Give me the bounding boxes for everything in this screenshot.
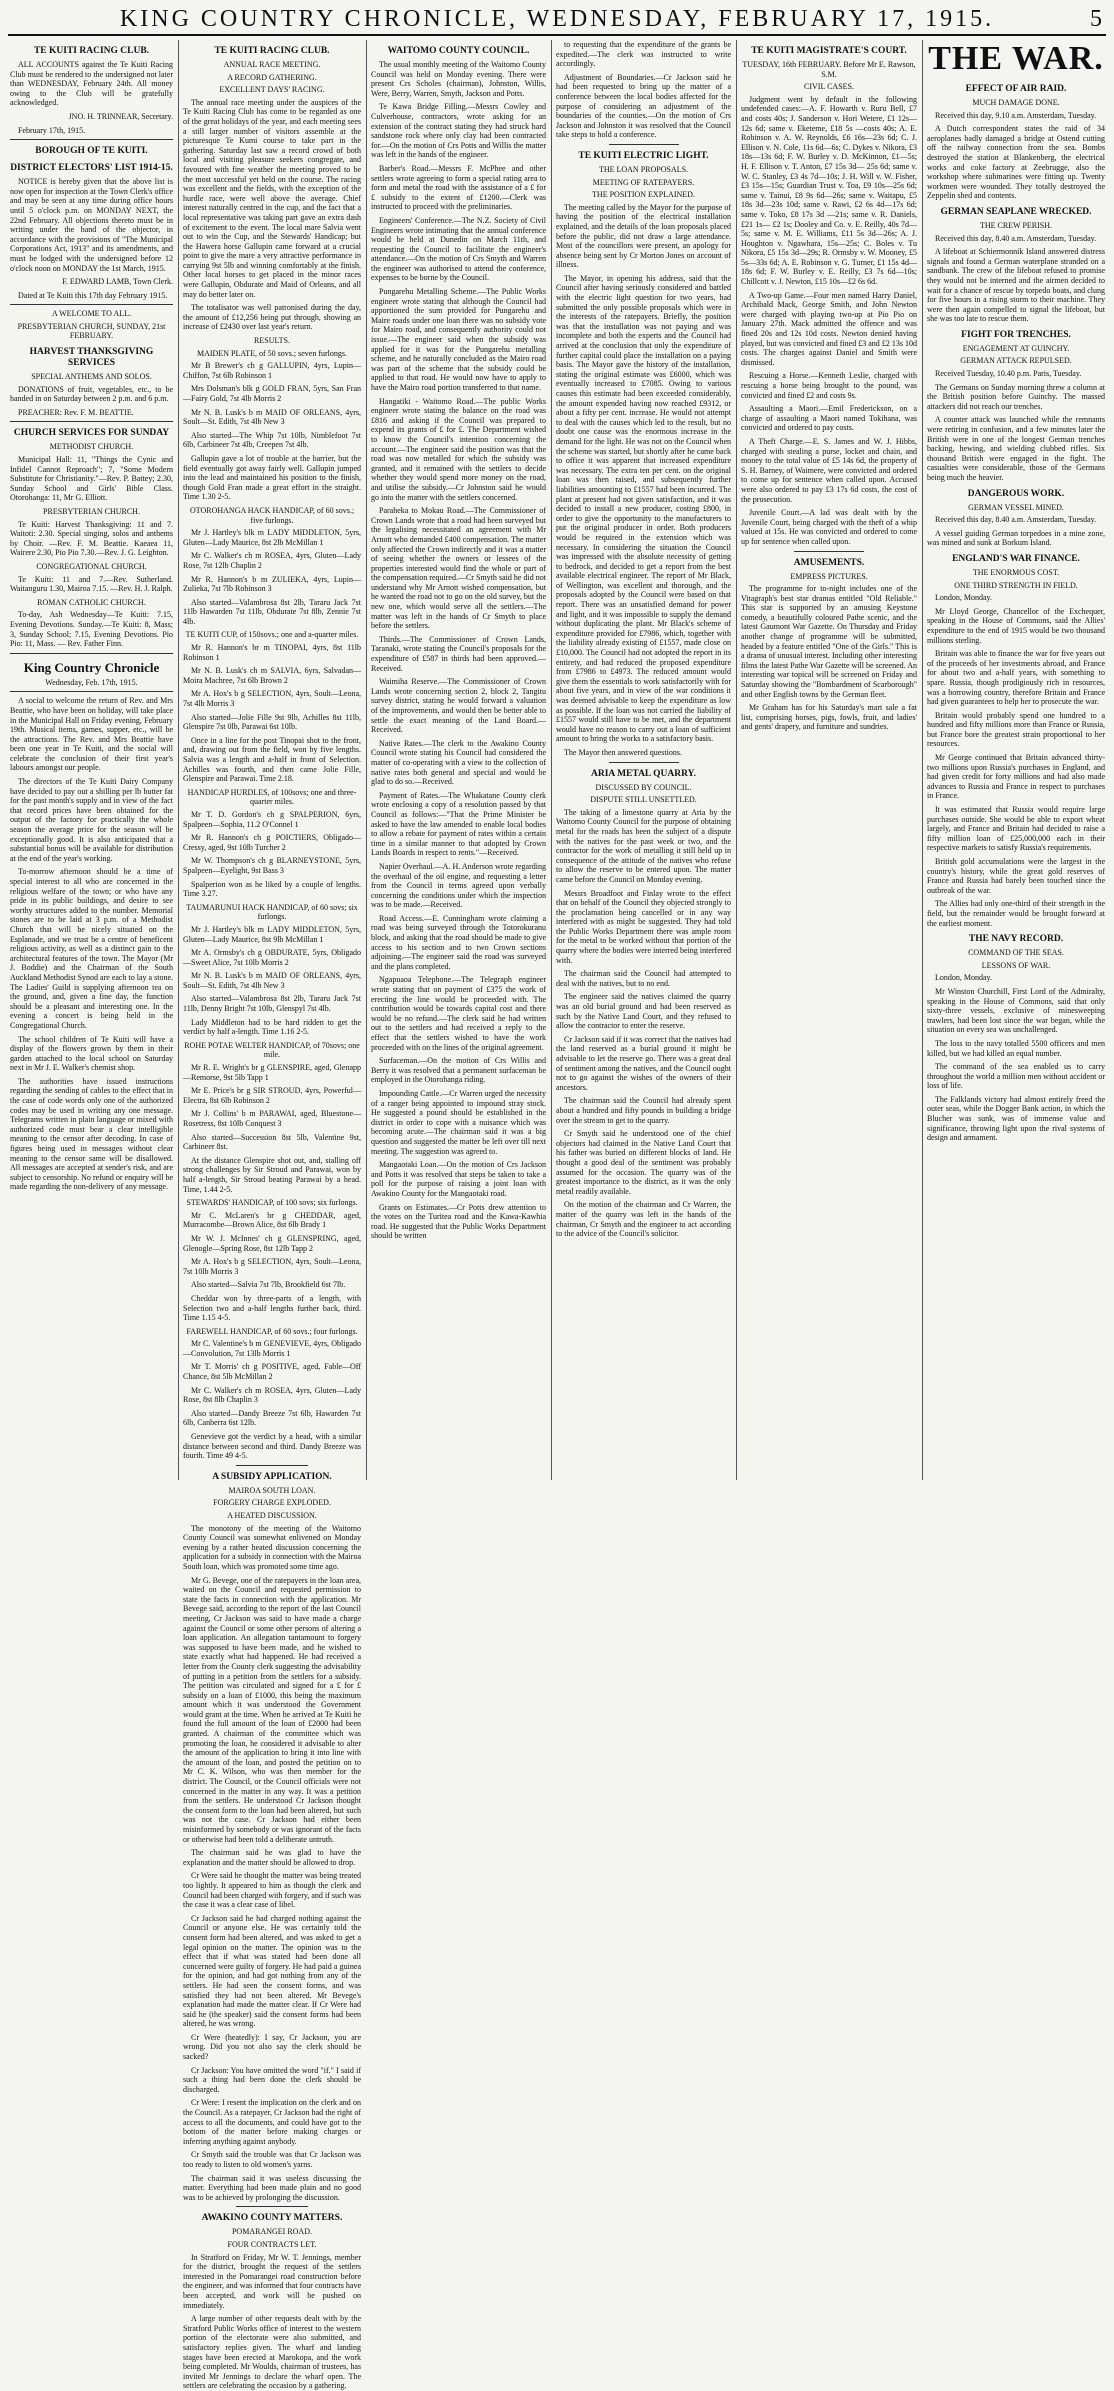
subsidy-paragraph: Cr Were (heatedly): I say, Cr Jackson, you are wrong. Did you not also say the clerk should be sacked? [183,2032,361,2062]
divider [609,144,679,145]
racing-club-date: February 17th, 1915. [18,125,86,135]
war-paragraph: Britain would probably spend one hundred to a hundred and fifty millions more than France or Russia, but France bore the greatest strain proportional to her resources. [927,710,1105,749]
electric-light-subhead: THE LOAN PROPOSALS. [598,164,689,174]
methodist-heading: METHODIST CHURCH. [49,442,134,452]
column-rule [551,40,552,1480]
council-paragraph: Engineers' Conference.—The N.Z. Society of Civil Engineers wrote intimating that the annual conference would be held at Dunedin on March 11th, and requesting the Council to facilitate the engineer's attendance.—On the motion of Crs Smyth and Warren the engineer was authorised to attend the conference, expenses to be borne by the Council. [371,215,546,283]
council-paragraph: Hangatiki - Waitomo Road.—The public Works engineer wrote stating the balance on the road was £816 and asking if the Council was prepared to expend its grants of £ for £. The Department wished to know the Council's intention concerning the account.—The engineer said the position was that the road was now metalled for which the subsidy was granted, and it remained with the settlers to decide whether they would spend more money on the road, and utilise the subsidy.—Cr Johnston said he would go into the matter with the settlers concerned. [371,396,546,502]
methodist-services: Municipal Hall: 11, "Things the Cynic and Infidel Cannot Reproach"; 7, "Some Modern Substitute for Christianity."—Rev. P. Battey; 2.30, Sunday School and Girls' Bible Class. Otorohanga: 11, Mr G. Elliott. [10,455,173,503]
race-result: Mrs Dolsman's blk g GOLD FRAN, 5yrs, San Fran—Fairy Gold, 7st 4lb Morris 2 [183,384,361,403]
war-subhead: MUCH DAMAGE DONE. [972,98,1060,107]
dairy-article: The directors of the Te Kuiti Dairy Company have decided to pay out a shilling per lb butter fat for the past month's supply and in view of the fact that record prices have been obtained for the output of the factory for practically the whole season the average price for the season will be exceptionally good. It is also anticipated that a substantial bonus will be available for distribution at the end of the year's working. [10,777,173,863]
race-result: Once in a line for the post Tinopai shot to the front, and, drawing out from the field, won by five lengths. Salvia was a length and a-half in front of Selection. Achilles was fourth, and then came Jolie Fille, Glenspire and Parawai. Time 2.18. [183,735,361,784]
subsidy-subhead: A HEATED DISCUSSION. [227,1511,317,1520]
council-paragraph: Surfaceman.—On the motion of Crs Willis and Berry it was resolved that a permanent surfaceman be employed in the Otorohanga riding. [371,1056,546,1085]
aria-quarry-paragraph: The chairman said the Council had attempted to deal with the natives, but to no end. [556,969,731,988]
subsidy-paragraph: The monotony of the meeting of the Waitomo County Council was somewhat enlivened on Monday evening by a rather heated discussion concerning the application for a subsidy in connection with the Mairoa South loan, which was promoted some time ago. [183,1523,361,1571]
war-subhead: GERMAN ATTACK REPULSED. [960,356,1072,366]
council-paragraph: Te Kawa Bridge Filling.—Messrs Cowley and Culverhouse, contractors, wrote asking for an extension of the contract stating they had struck hard sandstone rock where only clay had been contracted for.—On the motion of Crs Potts and Willis the matter was left in the hands of the engineer. [371,102,546,160]
race-result: Cheddar won by three-parts of a length, with Selection two and a-half lengths further back, third. Time 1.15 4-5. [183,1293,361,1323]
race-result: Mr R. E. Wright's br g GLENSPIRE, aged, Glenapp—Remorse, 9st 5lb Tapp 1 [183,1063,361,1082]
aria-quarry-subhead: DISPUTE STILL UNSETTLED. [590,795,697,805]
race-result: Spalperion won as he liked by a couple of lengths. Time 3.27. [183,879,361,899]
council-paragraph: Thirds.—The Commissioner of Crown Lands, Taranaki, wrote stating the Council's proposals for the expenditure of £587 in thirds had been approved.—Received. [371,634,546,673]
results-heading: RESULTS. [254,336,290,346]
aria-quarry-paragraph: The taking of a limestone quarry at Aria by the Waitomo County Council for the purpose of obtaining metal for the roads has been the subject of a dispute with the natives for the past week or two, and the contractor for the work of metalling it still held up in consequence of the attitude of the natives who refuse to allow the reserve to be entered upon. The matter came before the Council on Monday evening. [556,807,731,884]
subsidy-paragraph: Cr Were said he thought the matter was being treated too lightly. It appeared to him as though the clerk and Council had been charged with forgery, and if such was the case it was a clear case of libel. [183,1871,361,1910]
harvest-heading: HARVEST THANKSGIVING SERVICES [29,347,154,369]
race-title: ROHE POTAE WELTER HANDICAP, of 70sovs; one mile. [184,1040,360,1060]
race-result: Mr R. Hannon's br m TINOPAI, 4yrs, 8st 11lb Robinson 1 [183,643,361,662]
war-dateline: Received this day, 8.40 a.m. Amsterdam, Tuesday. [935,233,1097,243]
racing-club-signature: JNO. H. TRINNEAR, Secretary. [68,111,173,121]
race-title: HANDICAP HURDLES, of 100sovs; one and three-quarter miles. [187,787,357,807]
race-result: Also started—Jolie Fille 9st 9lb, Achilles 8st 11lb, Glenspire 7st 0lb, Parawai 6st 10lb. [183,712,361,732]
war-paragraph: A lifeboat at Schiermonnik Island answered distress signals and found a German waterplane stranded on a sandbank. The crew of the lifeboat refused to promise they would not be interned and the airmen decided to wait for a chance of rescue by torpedo boats, and clung for five hours in a rising storm to their machine. They were then again compelled to signal the lifeboat, but she was too late to rescue them. [927,247,1105,324]
divider [236,1465,307,1466]
electric-light-paragraph: The Mayor, in opening his address, said that the Council after having seriously considered and battled with the electric light question for two years, had submitted the only possible proposals which were in the interests of the ratepayers. Briefly, the position was that the installation was not paying and was incomplete and both the experts and the Council had arrived at the conclusion that only the expenditure of further capital could place the installation on a paying basis. The Mayor gave the history of the installation, stating the original estimate was £6000, which was eventually increased to £7085. Owing to various causes this estimate had been exceeded considerably, the amount expended having now reached £9312, or about a fifty per cent. increase. He would not attempt to deal with the causes which led to the result, but no doubt one cause was the enormous increase in the demand for the light. He was not on the Council when the scheme was started, but shortly after he came back to office it was apparent that increased expenditure was necessary. The extra ten per cent. on the original loan was then raised, and subsequently further liabilities amounting to £1557 had been incurred. The plant at present had not given satisfaction, and it was decided to install a new producer, costing £800, in order to give the opportunity to the manufacturers to put the original producer in order. Both producers would be required in the extension which was necessary. In considering the situation the Council was impressed with the absolute necessity of getting to bedrock, and decided to get a report from the best available electrical engineer. The report of Mr Black, of Wellington, was excellent and thorough, and the proposals adopted by the Council were based on that report. There was an unsatisfied demand for power and light, and it was impossible to supply the demand without duplicating the plant. Mr Black's scheme of expenditure provided for £7986, which, together with the liability already existing of £1557, made close on £10,000. The Council had not adopted the report in its entirety, and had reduced the proposed expenditure from £7986 to £4973. The reduced amount would give them the essentials to work satisfactorily with for about five years, and in view of the war conditions it was deemed advisable to keep the expenditure as low as possible. If the loan was not carried the liability of £1557 would still have to be met, and the department would have no reason to carry out a loan of sufficient amount to bring the works to a satisfactory basis. [556,273,731,744]
race-result: Mr C. McLaren's br g CHEDDAR, aged, Murracombe—Brown Alice, 8st 6lb Brady 1 [183,1210,361,1230]
race-result: Gallupin gave a lot of trouble at the barrier, but the field eventually got away fairly well. Gallupin jumped into the lead and maintained his position to the finish, though Gold Fran made a great effort in the straight. Time 1.30 2-5. [183,453,361,502]
race-result: Mr E. Price's br g SIR STROUD, 4yrs, Powerful—Electra, 8st 6lb Robinson 2 [183,1086,361,1105]
subsidy-paragraph: The chairman said it was useless discussing the matter. Everything had been made plain and no good was to be achieved by prolonging the discussion. [183,2173,361,2202]
council-paragraph: Barber's Road.—Messrs F. McPhee and other settlers wrote agreeing to form a special rating area to form and metal the road with the assistance of a £ for £ subsidy to the extent of £1200.—Clerk was instructed to proceed with the preliminaries. [371,163,546,212]
subsidy-subhead: FORGERY CHARGE EXPLODED. [213,1498,331,1508]
magistrate-court-date: TUESDAY, 16th FEBRUARY. Before Mr E. Rawson, S.M. [742,60,916,79]
aria-quarry-paragraph: The engineer said the natives claimed the quarry was an old burial ground and had been reserved as such by the Native Land Court, and they refused to allow the contractor to enter the reserve. [556,992,731,1031]
subsidy-paragraph: Cr Were: I resent the implication on the clerk and on the Council. As a ratepayer, Cr Jackson had the right of access to all the documents, and could have got to the bottom of the matter before making charges or inferring anything against anybody. [183,2098,361,2146]
masthead [8,4,1106,36]
subsidy-heading: A SUBSIDY APPLICATION. [212,1471,332,1482]
war-paragraph: The loss to the navy totalled 5500 officers and men killed, but we had killed an equal number. [927,1038,1105,1058]
electric-light-paragraph: The meeting called by the Mayor for the purpose of having the position of the electrical installation explained, and the details of the loan proposals placed before the public, did not draw a large attendance. Most of the councillors were present, an apology for absence being sent by Cr Morton Jones on account of illness. [556,202,731,270]
county-council-heading: WAITOMO COUNTY COUNCIL. [387,46,530,56]
aria-quarry-paragraph: Messrs Broadfoot and Finlay wrote to the effect that on behalf of the Council they objected strongly to the proclamation being cancelled or in any way interfered with as might be suggested. They had told the Public Works Department there was ample room for the metal to be worked without that portion of the quarry where the bodies were interred being interfered with. [556,888,731,965]
column-rule [366,40,367,1480]
war-title: THE WAR. [928,40,1104,77]
council-paragraph: Paraheka to Mokau Road.—The Commissioner of Crown Lands wrote that a road had been surveyed but the legalising necessitated an agreement with Mr Arnott who demanded £400 compensation. The matter only affected the Crown indirectly and it was a matter of seeing whether the owners or lessees of the properties interested would find the whole or part of the compensation required.—Cr Smyth said he did not understand why Mr Arnott wished compensation, but he wanted the road not to go on the old survey, but the new one, which would serve all the settlers.—The matter was left in the hands of Cr Smyth to place before the settlers. [371,506,546,631]
presbyterian-heading: PRESBYTERIAN CHURCH, SUNDAY, 21st FEBRUARY. [17,321,166,341]
aria-quarry-paragraph: The chairman said the Council had already spent about a hundred and fifty pounds in building a bridge over the stream to get to the quarry. [556,1096,731,1125]
council-paragraph: Adjustment of Boundaries.—Cr Jackson said he had been requested to bring up the matter of a conference between the local bodies affected for the purpose of considering an adjustment of the boundaries of the counties.—On the motion of Crs Jackson and Johnston it was resolved that the Council take steps to hold a conference. [556,72,731,140]
race-result: Also started—Succession 8st 5lb, Valentine 9st, Carbineer 8st. [183,1132,361,1152]
race-result: Mr R. Hannon's b m ZULIEKA, 4yrs, Lupin—Zulieka, 7st 7lb Robinson 3 [183,574,361,594]
war-heading: ENGLAND'S WAR FINANCE. [952,553,1080,564]
court-paragraph: Rescuing a Horse.—Kenneth Leslie, charged with rescuing a horse being brought to the pound, was convicted and fined £2 and costs 9s. [741,371,917,400]
race-result: Also started—The Whip 7st 10lb, Nimblefoot 7st 6lb, Carbineer 7st 4lb, Creepen 7st 4lb. [183,430,361,450]
aria-quarry-heading: ARIA METAL QUARRY. [591,768,696,779]
race-title: FAREWELL HANDICAP, of 60 sovs.; four furlongs. [186,1326,358,1336]
donations-notice: DONATIONS of fruit, vegetables, etc., to be handed in on Saturday between 2 p.m. and 6 p.m. [10,384,173,404]
racing-paragraph: The totalisator was well patronised during the day, the amount of £12,256 being put through, showing an increase of £2430 over last year's return. [183,303,361,332]
church-services-heading: CHURCH SERVICES FOR SUNDAY [13,428,170,439]
war-heading: EFFECT OF AIR RAID. [965,84,1067,94]
war-paragraph: Britain was able to finance the war for five years out of the proceeds of her investments abroad, and France for about two and a-half years, with something to spare. Russia, though prodigiously rich in resources, was a borrowing country, therefore Britain and France had given guarantees to help her to prosecute the war. [927,649,1105,707]
race-result: Mr T. D. Gordon's ch g SPALPERION, 6yrs, Spalpeen—Sophia, 11.2 O'Connel 1 [183,809,361,829]
war-paragraph: Mr Winston Churchill, First Lord of the Admiralty, speaking in the House of Commons, said that only sixty-three vessels, exclusive of minesweeping trawlers, had been lost since the war began, while the situation on every sea was unchallenged. [927,986,1105,1035]
war-subhead: ENGAGEMENT AT GUINCHY. [962,343,1070,353]
electors-date: Dated at Te Kuiti this 17th day February 1915. [18,290,168,300]
race-result: Also started—Valambrosa 8st 2lb, Tararu Jack 7st 11lb, Denny Bright 7st 10lb, Glenspyl 7st 4lb. [183,994,361,1014]
column-rule [736,40,737,1480]
column-rule [922,40,923,1480]
electric-light-paragraph: The Mayor then answered questions. [564,747,682,757]
race-title: MAIDEN PLATE, of 50 sovs.; seven furlongs. [197,348,347,358]
divider [10,653,173,654]
race-result: Mr W. J. McInnes' ch g GLENSPRING, aged, Glenogle—Spring Rose, 8st 12lb Tapp 2 [183,1233,361,1253]
race-result: Also started—Valambrosa 8st 2lb, Tararu Jack 7st 11lb Hawarden 7st 11lb, Obdurate 7st 8lb, Zennie 7st 4lb. [183,597,361,626]
court-paragraph: Juvenile Court.—A lad was dealt with by the Juvenile Court, being charged with the theft of a whip valued at 15s. He was convicted and ordered to come up for sentence when called upon. [741,508,917,546]
electors-list-heading: DISTRICT ELECTORS' LIST 1914-15. [10,163,173,174]
awakino-subhead: POMARANGEI ROAD. [231,2227,312,2237]
censor-article: The authorities have issued instructions regarding the sending of cables to the effect that in the case of code words only one of the authorized codes may be used in writing any one message. Telegrams written in plain language or mixed with authorized code must bear a clear intelligible meaning to the censor after decoding. In case of figures being used in messages without clear meaning to the censor same will be disallowed. All messages are accepted at sender's risk, and are subject to censorship. No refund or enquiry will be made regarding the non-delivery of any message. [10,1076,173,1192]
divider [236,2206,307,2207]
council-paragraph: Payment of Rates.—The Whakatane County clerk wrote enclosing a copy of a resolution passed by that Council as follows:—"That the Prime Minister be asked to have the law amended to enable local bodies to allow a rebate for payment of rates within a certain time in a similar manner to that adopted by Crown Lands Boards in respect to rents."—Received. [371,790,546,858]
racing-report-subhead: A RECORD GATHERING. [227,72,317,82]
racing-paragraph: The annual race meeting under the auspices of the Te Kuiti Racing Club has come to be regarded as one of the great holidays of the year, and each meeting sees a still larger number of visitors assemble at the picturesque Te Kumi course to take part in the gathering. Saturday last saw a record crowd of both local and visiting pleasure seekers congregate, and favoured with fine weather the meeting proved to be the most successful yet held on the course. The racing was excellent and the fields, with the exception of the hurdle race, were well above the average. Chief interest naturally centred in the cup, and the fact that a local representative was taking part gave an extra dash of excitement to the event. The local mare Salvia went out to win the Cup, and the Stewards' Handicap; but the Hawera horse Gallupin came forward at a crucial point to give the mare a very attractive performance in carrying 9st 5lb and winning comfortably at the finish. Other local horses to get placed in the minor races were Gallupin, Obdurate and Maid of Orleans, and all may do better later on. [183,97,361,299]
aria-quarry-subhead: DISCUSSED BY COUNCIL. [595,782,692,792]
awakino-paragraph: In Stratford on Friday, Mr W. T. Jennings, member for the district, brought the request of the settlers interested in the Pomarangei road construction before the engineer, and was informed that four contracts have been accepted, and work will be pushed on immediately. [183,2252,361,2310]
race-result: Lady Middleton had to be hard ridden to get the verdict by half a-length. Time 1.16 2-5. [183,1017,361,1037]
council-paragraph: Grants on Estimates.—Cr Potts drew attention to the votes on the Turitea road and the Kawa-Kawhia road. He suggested that the Public Works Department should be written [371,1202,546,1241]
race-result: Mr A. Hox's b g SELECTION, 4yrs, Soult—Leona, 7st 4lb Morris 3 [183,689,361,709]
column-3 [371,40,546,1480]
congregational-services: Te Kuiti: 11 and 7.—Rev. Sutherland. Waitanguru 1.30, Mairoa 7.15. —Rev. H. J. Ralph. [10,574,173,594]
electric-light-subhead: THE POSITION EXPLAINED. [592,190,695,200]
borough-heading: BOROUGH OF TE KUITI. [35,146,148,157]
war-subhead: THE CREW PERISH. [979,220,1053,230]
presbyterian-services: Te Kuiti: Harvest Thanksgiving: 11 and 7. Waitoti: 2.30. Special singing, solos and anthems by Choir. —Rev. F. M. Beattie. Kaeaea 11, Wairere 2.30, Pio Pio 7.30.—Rev. J. G. Leighton. [10,519,173,558]
awakino-subhead: FOUR CONTRACTS LET. [227,2239,317,2249]
race-result: Also started—Dandy Breeze 7st 6lb, Hawarden 7st 6lb, Canberra 6st 12lb. [183,1408,361,1428]
race-result: Mr C. Walker's ch m ROSEA, 4yrs, Gluten—Lady Rose, 8st 8lb Chaplin 3 [183,1385,361,1405]
aria-quarry-paragraph: Cr Smyth said he understood one of the chief objectors had claimed in the Native Land Court that his father was buried on different blocks of land. He thought a good deal of the sentiment was probably assumed for the occasion. The quarry was of the greatest importance to the district, as it was the only metal readily available. [556,1129,731,1196]
divider [794,551,864,552]
race-result: Mr J. Collins' b m PARAWAI, aged, Bluestone—Rosetress, 8st 10lb Conquest 3 [183,1109,361,1128]
council-paragraph: to requesting that the expenditure of the grants be expedited.—The clerk was instructed to write accordingly. [556,40,731,69]
divider [609,762,679,763]
war-paragraph: The command of the sea enabled us to carry throughout the world a million men without accident or loss of life. [927,1062,1105,1091]
anthems-line: SPECIAL ANTHEMS AND SOLOS. [31,372,152,382]
race-result: Mr N. B. Lusk's ch m SALVIA, 6yrs, Salvadan—Moira Machree, 7st 6lb Brown 2 [183,666,361,685]
aria-quarry-paragraph: Cr Jackson said if it was correct that the natives had the land reserved as a burial ground it might be advisable to let the reserve go. There was a great deal of sentiment among the natives, and the Council ought not to go against the wishes of the owners of their ancestors. [556,1034,731,1092]
preacher-line: PREACHER: Rev. F. M. BEATTIE. [18,407,134,417]
congregational-heading: CONGREGATIONAL CHURCH. [36,561,147,571]
war-paragraph: Mr Lloyd George, Chancellor of the Exchequer, speaking in the House of Commons, said the Allies' expenditure to the end of 1915 would be two thousand millions sterling. [927,606,1105,645]
war-dateline: London, Monday. [935,973,993,983]
race-result: Mr J. Hartley's blk m LADY MIDDLETON, 5yrs, Gluten—Lady Maurice, 8st 9lb McMillan 1 [183,924,361,944]
race-result: Mr N. B. Lusk's b m MAID OF ORLEANS, 4yrs, Soult—St. Edith, 7st 4lb New 3 [183,971,361,990]
column-6 [927,40,1105,1480]
war-heading: FIGHT FOR TRENCHES. [961,329,1071,340]
subsidy-paragraph: The chairman said he was glad to have the explanation and the matter should be allowed to drop. [183,1848,361,1867]
column-rule [178,40,179,1480]
war-dateline: Received this day, 9.10 a.m. Amsterdam, Tuesday. [935,110,1097,120]
war-subhead: COMMAND OF THE SEAS. [968,948,1064,958]
race-result: Mr C. Walker's ch m ROSEA, 4yrs, Gluten—Lady Rose, 7st 12lb Chaplin 2 [183,551,361,570]
court-paragraph: Assaulting a Maori.—Emil Frederickson, on a charge of assaulting a Maori named Tokihana, was convicted and ordered to pay costs. [741,404,917,433]
methodist-stones-article: To-morrow afternoon should be a time of special interest to all who are concerned in the religious welfare of the town; or who have any pride in its public buildings, and desire to see worthy structures added to the number. Memorial stones are to be laid at 3 p.m. of a Methodist Church that will be nicely situated on the Esplanade, and we trust be a centre of beneficent religious activity, as well as a distinct gain to the architectural features of the town. The Mayor (Mr J. Boddie) and the Chairman of the South Auckland Methodist Synod are each to lay a stone. The Ladies' Guild is supplying afternoon tea on the ground, and, given a fine day, the function should be a pleasant and interesting one. In the evening a concert is being held in the Congregational Church. [10,867,173,1030]
amusements-subhead: EMPRESS PICTURES. [790,571,868,581]
race-result: Genevieve got the verdict by a head, with a similar distance between second and third. Dandy Breeze was fourth. Time 49 4-5. [183,1432,361,1461]
war-dateline: London, Monday. [935,593,993,603]
racing-club-notice-heading: TE KUITI RACING CLUB. [33,46,150,56]
electric-light-subhead: MEETING OF RATEPAYERS. [592,177,695,187]
column-4 [556,40,731,1480]
war-paragraph: The Germans on Sunday morning threw a column at the British position before Guinchy. The massed attackers did not reach our trenches. [927,382,1105,411]
divider [10,691,173,692]
war-subhead: ONE THIRD STRENGTH IN FIELD. [954,580,1078,590]
subsidy-paragraph: Mr G. Bevege, one of the ratepayers in the loan area, waited on the Council and requested permission to state the facts in connection with the application. Mr Bevege said, according to the report of the last Council meeting, Cr Jackson was said to have made a charge against the Council or some other persons of altering a loan application. An allegation tantamount to forgery was supposed to have been made, and he wished to state exactly what had happened. He had received a letter from the County clerk suggesting the advisability of putting in a petition from the settlers for a subsidy. The petition was circulated and signed for a £ for £ subsidy on a loan of £1000, this being the maximum amount which it was understood the Government would grant at the time. When he arrived at Te Kuiti he found the full amount of the loan of £2000 had been granted. A chairman of the committee which was promoting the loan, he considered it advisable to alter the amount of the application to bring it into line with the amount of the loan, and posted the petition on to Mr C. K. Wilson, who was then member for the district. The Council, or the Council officials were not concerned in the matter in any way. It was a petition from the settlers. He understood Cr Jackson thought the consent form to the loan had been altered, but such was not the case. Cr Jackson had either been misinformed by somebody or was ignorant of the facts or otherwise had been told a deliberate untruth. [183,1575,361,1844]
race-title: STEWARDS' HANDICAP, of 100 sovs; six furlongs. [186,1198,358,1208]
race-result: Mr W. Thompson's ch g BLARNEYSTONE, 5yrs, Spalpeen—Eyelight, 9st Bass 3 [183,856,361,875]
council-paragraph: Napier Overhaul.—A. H. Anderson wrote regarding the overhaul of the oil engine, and requesting a letter from the Council in terms agreed upon verbally concerning the conditions under which the inspection was to be made.—Received. [371,861,546,910]
war-subhead: LESSONS OF WAR. [981,960,1051,970]
war-paragraph: A Dutch correspondent states the raid of 34 aeroplanes badly damaged a bridge at Ostend cutting off the railway connection from the sea. Bombs destroyed the station at Blankenberg, the electrical works and coke factory at Zeebrugge, also the workshop where submarines were fitting up. Twenty workmen were wounded. They totally destroyed the Zeppelin shed and contents. [927,124,1105,201]
welcome-heading: A WELCOME TO ALL. [51,309,132,319]
court-paragraph: Judgment went by default in the following undefended cases:—A. F. Howarth v. Ruru Bell, £7 and costs 40s; J. Sanderson v. Hori Wetere, £1 12s—12s 6d; same v. Eketeme, £18 5s —costs 40s; A. E. Robinson v. A. W. Reynolds, £6 16s—23s 6d; C. J. Ellison v. N. Cole, 11s 6d—6s; C. Dykes v. Nikora, £3 18s—13s 6d; F. W. Burley v. D. McKinnon, £1—5s; H. F. Ellison v. T. Anton, £7 15s 3d— 25s 6d; same v. W. C. Stanley, £3 4s 7d—10s; J. H. Will v. W. Fisher, £3 15s—15s; Guardian Trust v. Toa, £9 10s—25s 6d; same v. Tainui, £8 9s 6d—26s; same v. Waitapu, £5 18s 3d—23s 10d; same v. Rawi, £2 6s 4d—17s 6d; same v. Toko, £8 17s 3d —21s; same v. R. Daniels, £21 1s— £2 1s; Dooley and Co. v. E. Reilly, 40s 7d—5s; same v. M. E. Williams, £11 5s 3d—26s; A. J. Houghton v. Ngawhara, 15s—25s; C. Boles v. Tu Nikora, £5 15s 3d—29s; R. Ormsby v. W. Mooney, £5 5s—33s 6d; A. E. Robinson v. G. Turner, £1 15s 4d— 18s 6d; F. W. Burley v. E. Reilly, £3 7s 6d—10s; Chillcott v. J. Newton, £15 10s—£2 6s 6d. [741,94,917,287]
council-paragraph: The usual monthly meeting of the Waitomo County Council was held on Monday evening. There were present Crs Scholes (chairman), Johnston, Willis, Were, Berry, Warren, Smyth, Jackson and Potts. [371,60,546,98]
race-result: Mr T. Morris' ch g POSITIVE, aged, Fable—Off Chance, 8st 5lb McMillan 2 [183,1362,361,1382]
war-heading: GERMAN SEAPLANE WRECKED. [940,206,1092,217]
awakino-paragraph: A large number of other requests dealt with by the Stratford Public Works office of interest to the western portion of the electorate were also submitted, and satisfactory replies given. The wharf and landing stages have been erected at Marokopa, and the work being completed. Mr Woulds, chairman of trustees, has invited Mr Jennings to declare the wharf open. The settlers are celebrating the occasion by a gathering. [183,2314,361,2391]
divider [10,304,173,305]
column-1 [10,40,173,1480]
catholic-heading: ROMAN CATHOLIC CHURCH. [37,597,146,607]
council-paragraph: Mangaotaki Loan.—On the motion of Crs Jackson and Potts it was resolved that steps be taken to take a poll for the purpose of raising a joint loan with Awakino County for the Mangaotaki road. [371,1160,546,1198]
council-paragraph: Pungarehu Metalling Scheme.—The Public Works engineer wrote stating that although the Council had apportioned the sum provided for Pungarehu and Maire roads under one loan there was no subsidy vote for Mairo road, and consequently authority could not issue.—The engineer said when the subsidy was applied for it was for the Pungarehu metalling scheme, and he naturally concluded as the Mairo road was part of the scheme that the subsidy could be applied to that road. He would now have to apply to have the Mairo road portion transferred to that name. [371,287,546,392]
council-paragraph: Impounding Cattle.—Cr Warren urged the necessity of a ranger being appointed to impound stray stock. He suggested a pound should be established in the district in order to cope with a nuisance which was becoming acute.—The chairman said it was a big question and suggested the matter be left over till next meeting. The suggestion was agreed to. [371,1088,546,1156]
subsidy-paragraph: Cr Smyth said the trouble was that Cr Jackson was too ready to listen to old women's yarns. [183,2150,361,2169]
council-paragraph: Ngapuaoa Telephone.—The Telegraph engineer wrote stating that on payment of £375 the work of erecting the line would be proceeded with. The contribution would be towards capital cost and there would be no refund.—The clerk said he had written out to the settlers and had received a reply to the effect that the settlers wished to have the work proceeded with on the lines of the original agreement. [371,975,546,1052]
race-result: Mr A. Ormsby's ch g OBDURATE, 5yrs, Obligado—Sweet Alice, 7st 10lb Morris 2 [183,948,361,967]
council-paragraph: Road Access.—E. Cunningham wrote claiming a road was being surveyed through the Totorokuranu block, and asking that the road should be made to give access to his section and to two Crown sections adjoining.—The engineer said the road was surveyed and the plans completed. [371,913,546,971]
racing-report-subhead: EXCELLENT DAYS' RACING. [219,85,325,95]
catholic-services: To-day, Ash Wednesday—Te Kuiti: 7.15, Evening Devotions. Sunday.—Te Kuiti: 8, Mass; 3, Sunday School; 7.15, Evening Devotions. Pio Pio: 11, Mass. — Rev. Father Finn. [10,610,173,649]
racing-report-heading: TE KUITI RACING CLUB. [214,46,330,56]
subsidy-paragraph: Cr Jackson said he had charged nothing against the Council or anyone else. He was certainly told the consent form had been altered, and was asked to get a legal opinion on the matter. The opinion was to the effect that if what was stated had been done all concerned were guilty of forgery. He had paid a guinea for the opinion, and had got nothing from any of the settlers. He had seen the consent forms, and was satisfied they had not been altered. Mr Bevege's explanation had made the matter clear. If Cr Were had said he (the speaker) said the consent forms had been altered, he was wrong. [183,1913,361,2029]
race-result: Also started—Salvia 7st 7lb, Brookfield 6st 7lb. [191,1280,346,1290]
magistrate-court-heading: TE KUITI MAGISTRATE'S COURT. [751,46,907,56]
war-paragraph: The Allies had only one-third of their strength in the field, but the remainder would be brought forward at the earliest moment. [927,899,1105,928]
awakino-heading: AWAKINO COUNTY MATTERS. [201,2213,343,2224]
divider [10,421,173,422]
war-subhead: GERMAN VESSEL MINED. [968,502,1064,512]
race-result: Mr A. Hox's b g SELECTION, 4yrs, Soult—Leona, 7st 10lb Morris 3 [183,1257,361,1276]
race-result: At the distance Glenspire shot out, and, stalling off strong challenges by Sir Stroud and Parawai, won by half a-length, Sir Stroud beating Parawai by a head. Time, 1.44 2-5. [183,1155,361,1194]
race-result: Mr C. Valentine's b m GENEVIEVE, 4yrs, Obligado—Convolution, 7st 13lb Morris 1 [183,1339,361,1358]
column-5 [741,40,917,1480]
amusements-paragraph: The programme for to-night includes one of the Vitagraph's best star dramas entitled "Old Reliable." This star is supported by an amusing Keystone comedy, a beautifully coloured Pathe scenic, and the latest Gaumont War Gazette. On Thursday and Friday another change of programme will be submitted, headed by a feature entitled "One of the Girls." This is a drama of unusual interest. Including other interesting films the latest Pathe War Gazette will be screened. An interesting war topical will be screened on Friday and Saturday showing the "Bombardment of Scarborough" and other English towns by the German fleet. [741,584,917,699]
war-paragraph: British gold accumulations were the largest in the country's history, while the great gold reserves of France and Russia had barely been touched since the outbreak of the war. [927,857,1105,895]
war-paragraph: Mr George continued that Britain advanced thirty-two millions upon Russia's purchases in England, and had given credit for forty millions and had also made advances to Russia and France in respect to purchases in France. [927,753,1105,801]
race-title: TE KUITI CUP, of 150sovs.; one and a-quarter miles. [185,630,359,640]
war-paragraph: The Falklands victory had almost entirely freed the outer seas, while the Dogger Bank action, in which the Blucher was sunk, was of immense value and significance, throwing light upon the rival systems of design and armament. [927,1094,1105,1143]
race-result: Mr B Brewer's ch g GALLUPIN, 4yrs, Lupin—Chiffon, 7st 6lb Robinson 1 [183,361,361,380]
race-result: Mr N. B. Lusk's b m MAID OF ORLEANS, 4yrs, Soult—St. Edith, 7st 4lb New 3 [183,407,361,427]
war-heading: DANGEROUS WORK. [967,488,1065,499]
school-flowers-article: The school children of Te Kuiti will have a display of the flowers grown by them in their garden attached to the local school on Saturday next in Mr J. E. Walker's chemist shop. [10,1034,173,1073]
war-heading: THE NAVY RECORD. [968,934,1064,945]
racing-club-notice: ALL ACCOUNTS against the Te Kuiti Racing Club must be rendered to the undersigned not later than WEDNESDAY, February 24th. All money owing to the Club will be gratefully acknowledged. [10,60,173,108]
presbyterian-church-heading: PRESBYTERIAN CHURCH. [43,507,140,516]
council-paragraph: Waimiha Reserve.—The Commissioner of Crown Lands wrote concerning section 2, block 2, Tangitu survey district, stating he would forward a valuation of the improvements, and would then be better able to settle the exact meaning of the Land Board.—Received. [371,677,546,735]
social-article: A social to welcome the return of Rev. and Mrs Beattie, who have been on holiday, will take place in the Municipal Hall on Friday evening, February 19th. Musical items, games, supper, etc., will be the attractions. The Rev. and Mrs Beattie have been one year in Te Kuiti, and the social will celebrate the conclusion of their first year's labours amongst our people. [10,696,173,773]
paper-date: Wednesday, Feb. 17th, 1915. [45,677,138,687]
war-dateline: Received this day, 8.40 a.m. Amsterdam, Tuesday. [935,515,1097,525]
column-2 [183,40,361,2391]
subsidy-subhead: MAIROA SOUTH LOAN. [228,1485,316,1495]
war-paragraph: A vessel guiding German torpedoes in a mine zone, was mined and sunk at Borkum Island. [927,528,1105,548]
war-paragraph: It was estimated that Russia would require large purchases outside. She would be able to export wheat largely, and France and Britain had decided to raise a fifty million loan of £25,000,000 each in their respective markets to satisfy Russia's requirements. [927,805,1105,853]
race-result: Mr J. Hartley's blk m LADY MIDDLETON, 5yrs, Gluten—Lady Maurice, 8st 2lb McMillan 1 [183,528,361,547]
amusements-paragraph: Mr Graham has for his Saturday's mart sale a fat list, comprising horses, pigs, fowls, fruit, and ladies' and gents' drapery, and furniture and sundries. [741,703,917,732]
paper-nameplate: King Country Chronicle [23,659,160,675]
page-number: 5 [1090,6,1102,32]
electors-notice: NOTICE is hereby given that the above list is now open for inspection at the Town Clerk's office and may be seen at any time during office hours until 5 o'clock p.m. on MONDAY NEXT, the 22nd February. All objections thereto must be in writing under the hand of the objector, in accordance with the provisions of "The Municipal Corporations Act, 1913" and its amendments, and must be lodged with the undersigned before 12 o'clock noon on MONDAY the 1st March, 1915. [10,177,173,273]
war-subhead: THE ENORMOUS COST. [972,567,1060,577]
masthead-title: KING COUNTRY CHRONICLE, WEDNESDAY, FEBRUARY 17, 1915. [119,6,995,32]
electors-signature: F. EDWARD LAMB, Town Clerk. [62,277,173,287]
electric-light-heading: TE KUITI ELECTRIC LIGHT. [578,150,709,161]
court-paragraph: A Two-up Game.—Four men named Harry Daniel, Archibald Mack, George Smith, and John Newton were charged with playing two-up at Pio Pio on January 27th. Mack admitted the offence and was fined 20s and 12s 10d costs. Newton denied having played, but was convicted and fined £3 and £2 13s 10d costs. The charges against Daniel and Smith were dismissed. [741,290,917,367]
race-result: Mr R. Hannon's ch g POICTIERS, Obligado—Cressy, aged, 9st 10lb Turcher 2 [183,833,361,852]
race-title: OTOROHANGA HACK HANDICAP, of 60 sovs.; five furlongs. [189,505,355,525]
council-paragraph: Native Rates.—The clerk to the Awakino County Council wrote stating his Council had considered the matter of co-operating with a view to the collection of native rates both general and special and would be glad to do so.—Received. [371,738,546,787]
war-paragraph: A counter attack was launched while the remnants were retiring in confusion, and a few minutes later the British were in one of the longest German trenches backing, hewing, and wielding clubbed rifles. Six thousand British were engaged in the fight. The casualties were considerable, those of the Germans being much the heavier. [927,415,1105,482]
amusements-heading: AMUSEMENTS. [793,557,865,568]
racing-report-subhead: ANNUAL RACE MEETING. [223,60,321,69]
race-title: TAUMARUNUI HACK HANDICAP, of 60 sovs; six furlongs. [186,902,358,922]
divider [10,139,173,140]
subsidy-paragraph: Cr Jackson: You have omitted the word "if." I said if such a thing had been done the clerk should be discharged. [183,2065,361,2094]
civil-cases-heading: CIVIL CASES. [804,82,854,92]
aria-quarry-paragraph: On the motion of the chairman and Cr Warren, the matter of the quarry was left in the hands of the chairman, Cr Smyth and the engineer to act according to the advice of the Council's solicitor. [556,1200,731,1239]
war-dateline: Received Tuesday, 10.40 p.m. Paris, Tuesday. [935,369,1082,379]
court-paragraph: A Theft Charge.—E. S. James and W. J. Hibbs, charged with stealing a purse, locket and chain, and money to the total value of £5 14s 6d, the property of S. H. Barney, of Waimere, were convicted and ordered to come up for sentence when called upon. Accused were also ordered to pay £3 17s 6d costs, the cost of the prosecution. [741,436,917,504]
